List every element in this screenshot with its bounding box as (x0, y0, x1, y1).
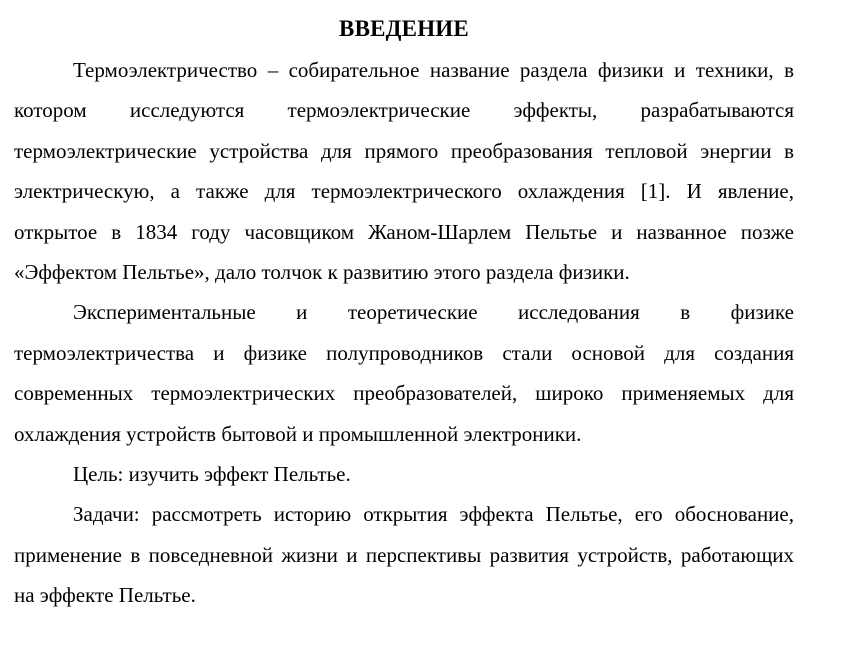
paragraph-tasks: Задачи: рассмотреть историю открытия эффекта Пельтье, его обоснование, применение в повседневной жизни и перспективы развития устройств, работающих на эффекте Пельтье. (14, 502, 794, 608)
document-page (14, 0, 794, 616)
section-title: ВВЕДЕНИЕ (339, 16, 469, 41)
paragraph-research-basis: Экспериментальные и теоретические исследования в физике термоэлектричества и физике полупроводников стали основой для создания современных термоэлектрических преобразователей, широко применяемых для охлаждения устройств бытовой и промышленной электроники. (14, 300, 794, 446)
paragraph-goal: Цель: изучить эффект Пельтье. (73, 462, 351, 487)
paragraph-thermoelectricity-intro: Термоэлектричество – собирательное название раздела физики и техники, в котором исследуются термоэлектрические эффекты, разрабатываются термоэлектрические устройства для прямого преобразования тепловой энергии в электрическую, а также для термоэлектрического охлаждения [1]. И явление, открытое в 1834 году часовщиком Жаном-Шарлем Пельтье и названное позже «Эффектом Пельтье», дало толчок к развитию этого раздела физики. (14, 58, 794, 285)
